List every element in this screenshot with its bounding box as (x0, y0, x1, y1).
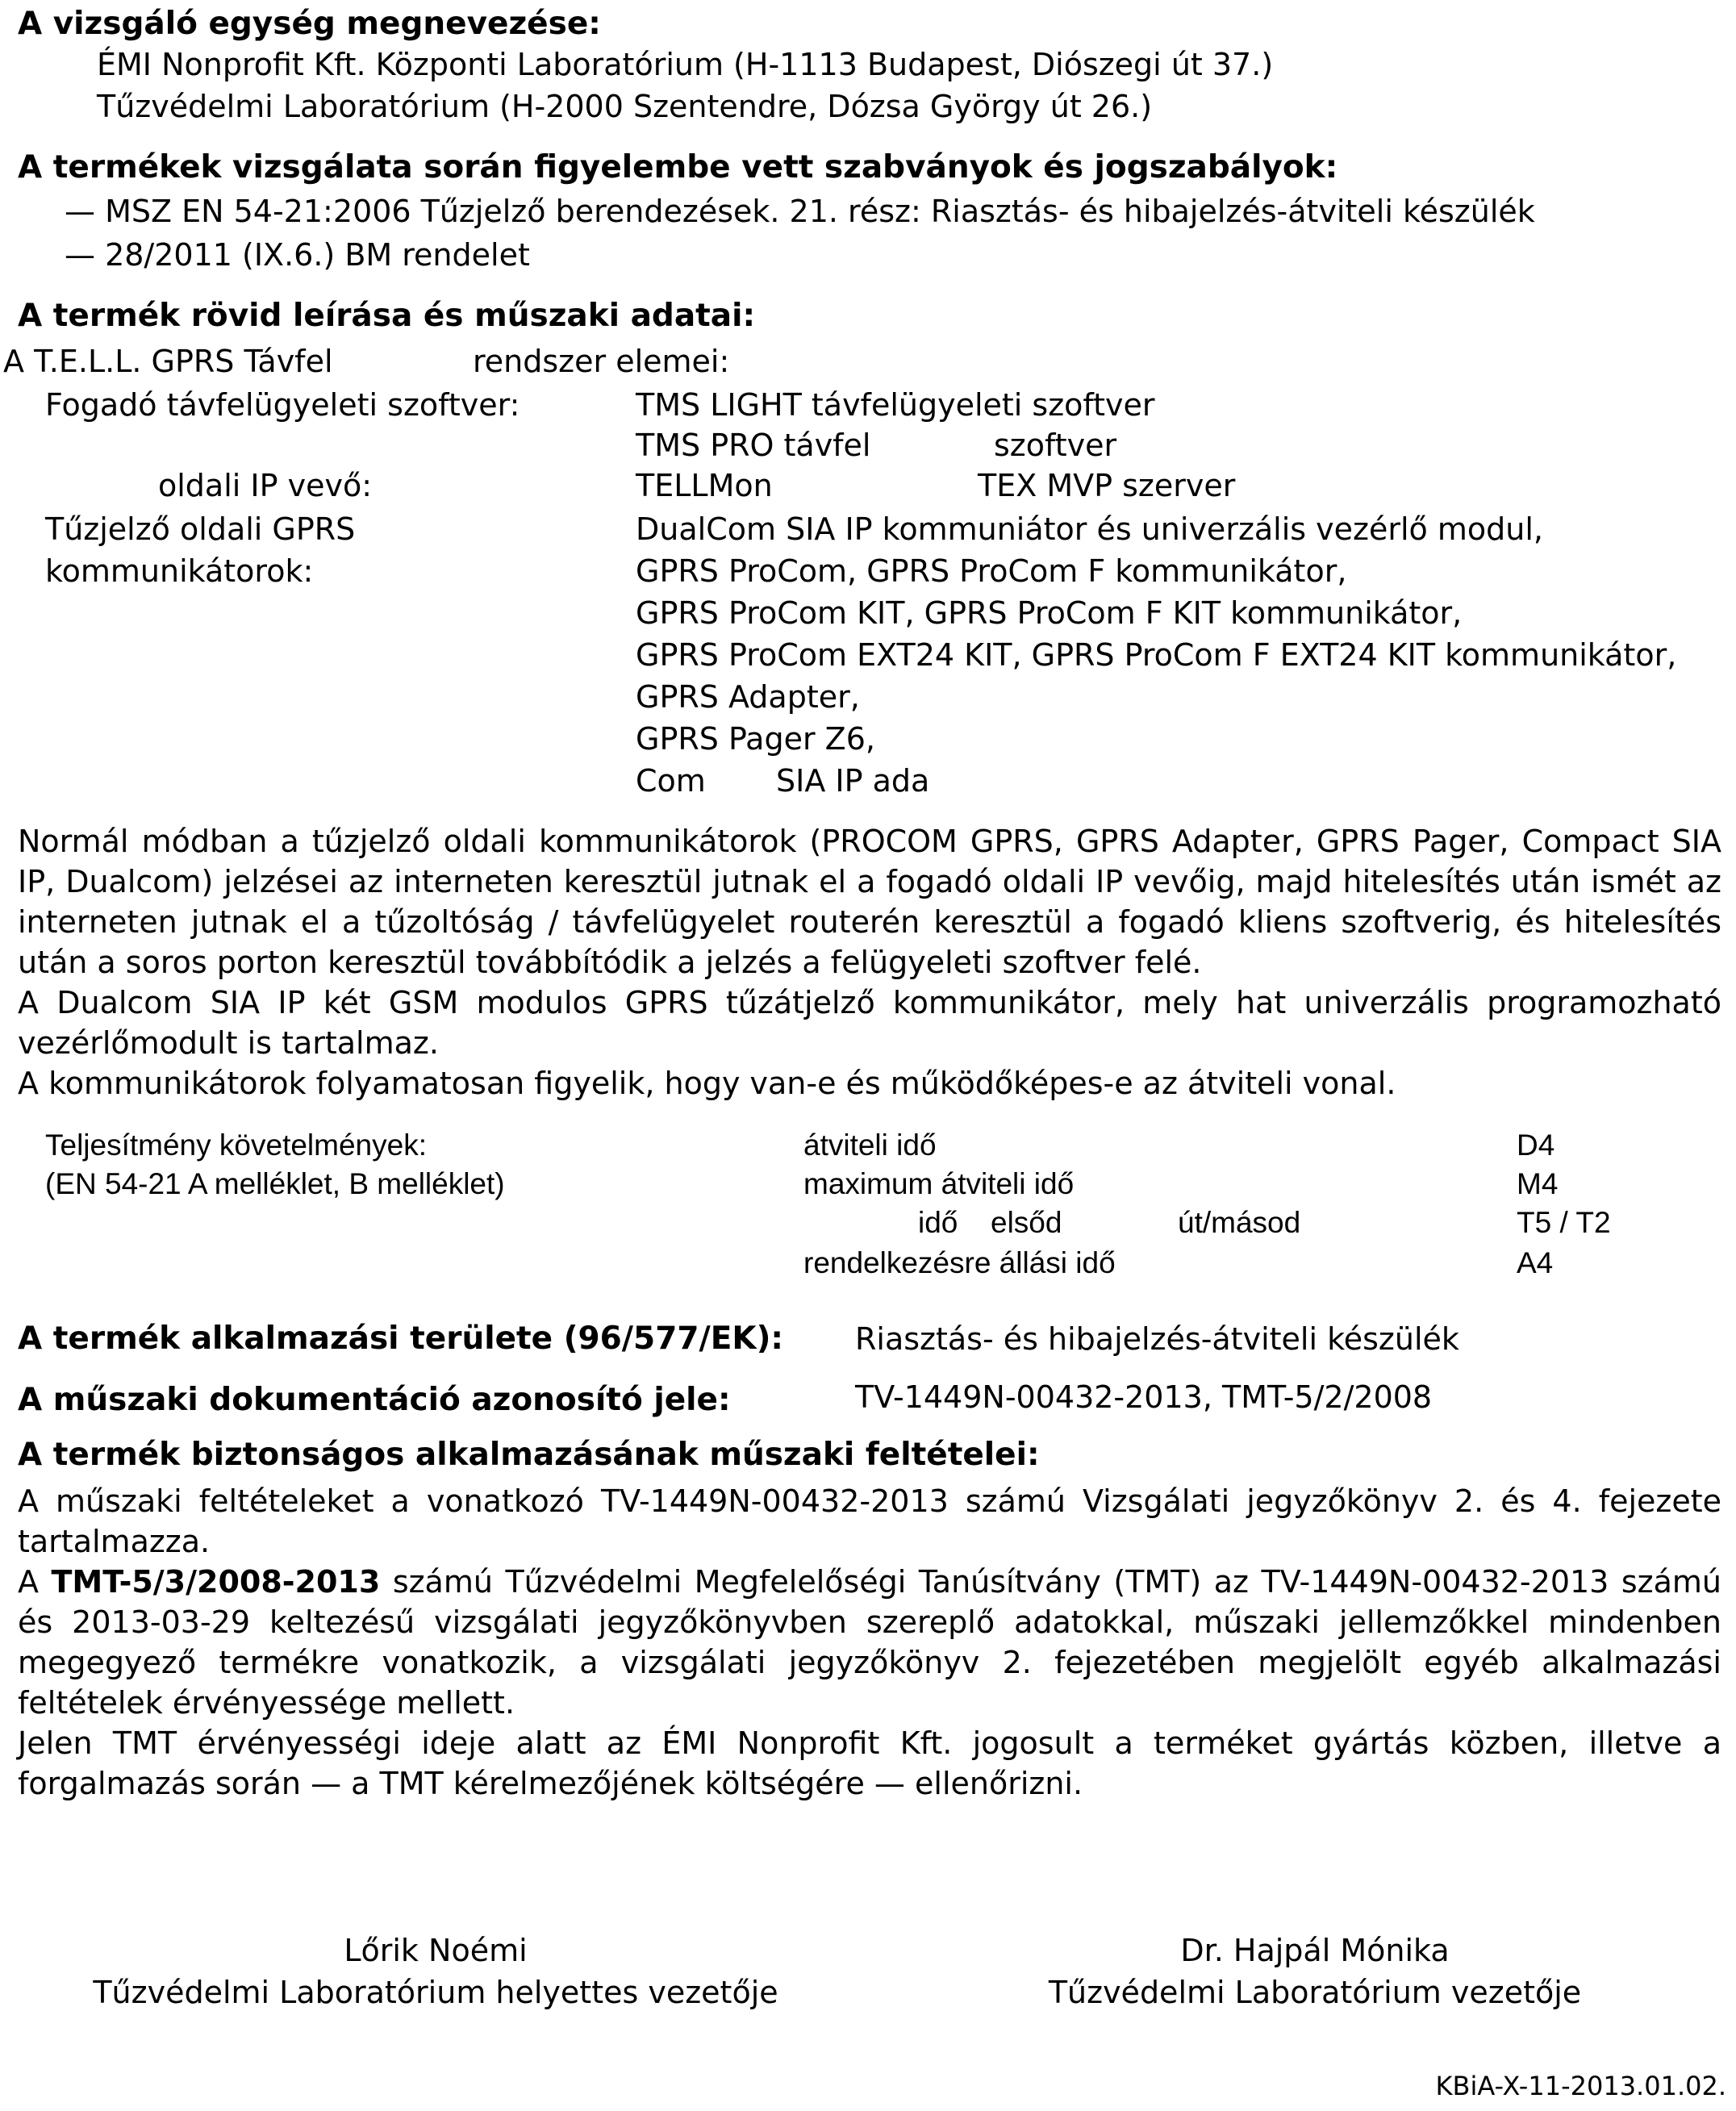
communicator-item-7a: Com (636, 763, 706, 799)
certificate-number: TMT-5/3/2008-2013 (51, 1564, 381, 1600)
signatory-left-name: Lőrik Noémi (344, 1933, 528, 1968)
safe-paragraph-3: Jelen TMT érvényességi ideje alatt az ÉMI Nonprofit Kft. jogosult a terméket gyártás közben, illetve a forgalmazás során — a TMT kérelmezőjének költségére — ellenőrizni. (18, 1725, 1721, 1801)
safe-paragraph-1: A műszaki feltételeket a vonatkozó TV-1449N-00432-2013 számú Vizsgálati jegyzőkönyv 2. és 4. fejezete tartalmazza. (18, 1483, 1721, 1559)
row-value-tellmon: TELLMon (636, 468, 773, 503)
row-label-receiving-software: Fogadó távfelügyeleti szoftver: (45, 387, 520, 423)
row-value-tex-mvp: TEX MVP szerver (978, 468, 1236, 503)
perf-name-path-c: út/másod (1178, 1206, 1301, 1239)
communicator-item-2: GPRS ProCom, GPRS ProCom F kommunikátor, (636, 553, 1347, 589)
description-block (18, 821, 1721, 1103)
perf-name-max-transmission-time: maximum átviteli idő (803, 1167, 1075, 1200)
communicator-item-6: GPRS Pager Z6, (636, 721, 875, 757)
section-heading-application: A termék alkalmazási területe (96/577/EK): (18, 1320, 783, 1357)
section-heading-safe-application: A termék biztonságos alkalmazásának műszaki feltételei: (18, 1437, 1040, 1473)
perf-name-path-b: elsőd (991, 1206, 1062, 1239)
perf-value-d4: D4 (1517, 1129, 1555, 1162)
communicator-item-1: DualCom SIA IP kommuniátor és univerzális vezérlő modul, (636, 511, 1543, 547)
safe-application-block (18, 1481, 1721, 1804)
communicator-item-3: GPRS ProCom KIT, GPRS ProCom F KIT kommunikátor, (636, 595, 1463, 631)
perf-value-t5-t2: T5 / T2 (1517, 1206, 1611, 1239)
section-heading-description: A termék rövid leírása és műszaki adatai: (18, 298, 756, 334)
section-heading-testing-unit: A vizsgáló egység megnevezése: (18, 6, 601, 42)
perf-name-transmission-time: átviteli idő (803, 1129, 937, 1162)
testing-unit-line-2: Tűzvédelmi Laboratórium (H-2000 Szentendre, Dózsa György út 26.) (97, 89, 1153, 124)
signatory-left-title: Tűzvédelmi Laboratórium helyettes vezetője (93, 1975, 778, 2010)
perf-name-availability-time: rendelkezésre állási idő (803, 1246, 1116, 1279)
system-elements-label: rendszer elemei: (473, 344, 730, 379)
row-value-tms-pro-a: TMS PRO távfel (636, 428, 871, 463)
row-label-ip-receiver: oldali IP vevő: (158, 468, 373, 503)
description-paragraph-1: Normál módban a tűzjelző oldali kommunikátorok (PROCOM GPRS, GPRS Adapter, GPRS Pager, Compact SIA IP, Dualcom) jelzései az interneten keresztül jutnak el a fogadó oldali IP vevőig, majd hitelesítés után ismét az interneten jutnak el a tűzoltóság / távfelügyelet routerén keresztül a fogadó kliens szoftverig, és hitelesítés után a soros porton keresztül továbbítódik a jelzés a felügyeleti szoftver felé. (18, 824, 1721, 980)
communicator-item-5: GPRS Adapter, (636, 679, 860, 715)
description-paragraph-2: A Dualcom SIA IP két GSM modulos GPRS tűzátjelző kommunikátor, mely hat univerzális programozható vezérlőmodult is tartalmaz. (18, 985, 1721, 1061)
safe-paragraph-2 (18, 1562, 1721, 1723)
perf-label-1: Teljesítmény követelmények: (45, 1129, 427, 1162)
signatory-right-name: Dr. Hajpál Mónika (1180, 1933, 1450, 1968)
documentation-value: TV-1449N-00432-2013, TMT-5/2/2008 (855, 1379, 1433, 1415)
communicator-item-7b: SIA IP ada (776, 763, 930, 799)
row-value-tms-pro-b: szoftver (994, 428, 1117, 463)
perf-value-a4: A4 (1517, 1246, 1554, 1279)
document-code: KBiA-X-11-2013.01.02. (1435, 2071, 1726, 2101)
communicator-item-4: GPRS ProCom EXT24 KIT, GPRS ProCom F EXT24 KIT kommunikátor, (636, 637, 1677, 673)
description-paragraph-3: A kommunikátorok folyamatosan figyelik, hogy van-e és működőképes-e az átviteli vonal. (18, 1066, 1396, 1101)
standard-item-1: — MSZ EN 54-21:2006 Tűzjelző berendezések. 21. rész: Riasztás- és hibajelzés-átviteli készülék (65, 194, 1535, 229)
application-value: Riasztás- és hibajelzés-átviteli készülék (855, 1321, 1459, 1357)
safe-paragraph-2-start: A (18, 1564, 52, 1600)
signatory-right-title: Tűzvédelmi Laboratórium vezetője (1048, 1975, 1582, 2010)
perf-value-m4: M4 (1517, 1167, 1559, 1200)
testing-unit-line-1: ÉMI Nonprofit Kft. Központi Laboratórium (H-1113 Budapest, Diószegi út 37.) (97, 47, 1274, 82)
standard-item-2: — 28/2011 (IX.6.) BM rendelet (65, 237, 530, 273)
row-value-tms-light: TMS LIGHT távfelügyeleti szoftver (636, 387, 1155, 423)
perf-name-path-a: idő (918, 1206, 958, 1239)
system-name: A T.E.L.L. GPRS Távfel (3, 344, 333, 379)
perf-label-2: (EN 54-21 A melléklet, B melléklet) (45, 1167, 505, 1200)
section-heading-standards: A termékek vizsgálata során figyelembe vett szabványok és jogszabályok: (18, 149, 1338, 186)
safe-paragraph-2-rest: számú Tűzvédelmi Megfelelőségi Tanúsítvány (TMT) az TV-1449N-00432-2013 számú és 2013-03-29 keltezésű vizsgálati jegyzőkönyvben szereplő adatokkal, műszaki jellemzőkkel mindenben megegyező termékre vonatkozik, a vizsgálati jegyzőkönyv 2. fejezetében megjelölt egyéb alkalmazási feltételek érvényessége mellett. (18, 1564, 1721, 1721)
row-label-communicators-1: Tűzjelző oldali GPRS (45, 511, 356, 547)
row-label-communicators-2: kommunikátorok: (45, 553, 314, 589)
section-heading-documentation: A műszaki dokumentáció azonosító jele: (18, 1382, 731, 1418)
